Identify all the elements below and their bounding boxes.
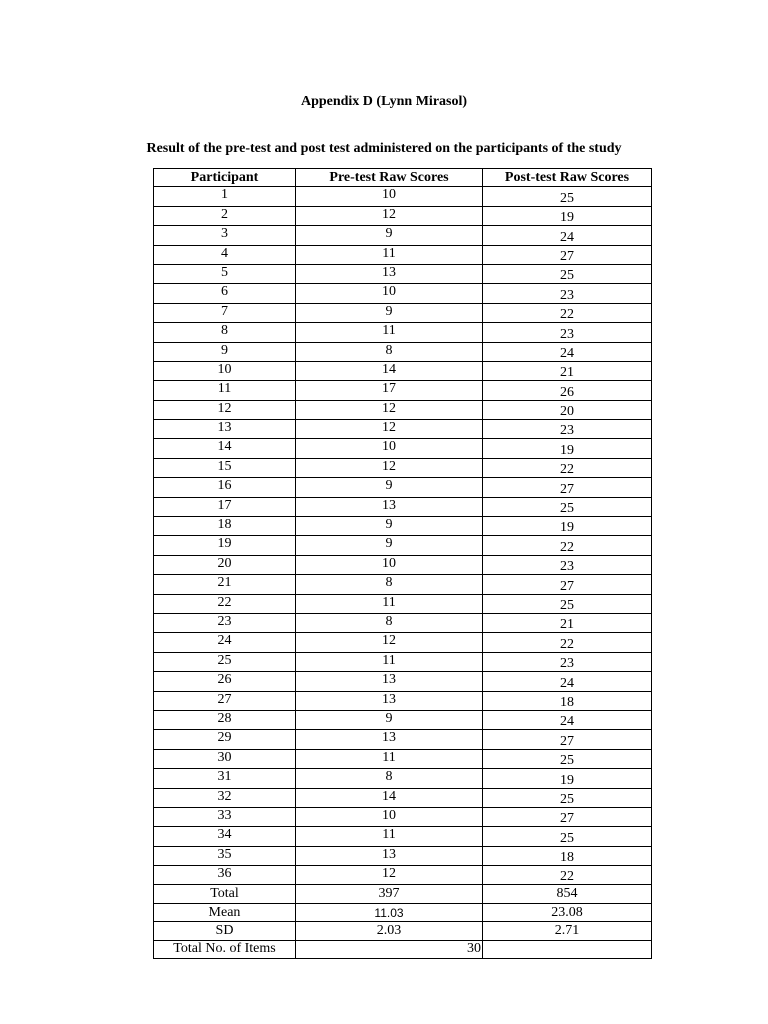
total-items-value: 30 bbox=[296, 940, 483, 958]
participant-cell: 27 bbox=[154, 691, 296, 710]
participant-cell: 33 bbox=[154, 807, 296, 826]
table-header-row bbox=[154, 169, 652, 187]
posttest-cell: 25 bbox=[483, 594, 652, 613]
mean-label: Mean bbox=[154, 903, 296, 921]
pretest-cell: 14 bbox=[296, 361, 483, 380]
participant-cell: 3 bbox=[154, 226, 296, 245]
participant-cell: 5 bbox=[154, 264, 296, 283]
pretest-cell: 11 bbox=[296, 827, 483, 846]
participant-cell: 31 bbox=[154, 769, 296, 788]
pretest-cell: 12 bbox=[296, 400, 483, 419]
total-row bbox=[154, 885, 652, 903]
total-label: Total bbox=[154, 885, 296, 903]
pretest-cell: 13 bbox=[296, 691, 483, 710]
participant-cell: 11 bbox=[154, 381, 296, 400]
sd-label: SD bbox=[154, 922, 296, 940]
pretest-cell: 10 bbox=[296, 284, 483, 303]
pretest-cell: 11 bbox=[296, 594, 483, 613]
participant-cell: 13 bbox=[154, 420, 296, 439]
pretest-cell: 13 bbox=[296, 497, 483, 516]
header-participant: Participant bbox=[154, 169, 296, 187]
pretest-cell: 12 bbox=[296, 206, 483, 225]
pretest-cell: 11 bbox=[296, 749, 483, 768]
table-row bbox=[154, 226, 652, 245]
posttest-cell: 21 bbox=[483, 613, 652, 632]
total-post: 854 bbox=[483, 885, 652, 903]
table-body bbox=[154, 187, 652, 885]
mean-post: 23.08 bbox=[483, 903, 652, 921]
participant-cell: 21 bbox=[154, 575, 296, 594]
pretest-cell: 8 bbox=[296, 613, 483, 632]
table-row bbox=[154, 245, 652, 264]
posttest-cell: 24 bbox=[483, 342, 652, 361]
sd-post: 2.71 bbox=[483, 922, 652, 940]
pretest-cell: 11 bbox=[296, 245, 483, 264]
participant-cell: 15 bbox=[154, 458, 296, 477]
table-row bbox=[154, 691, 652, 710]
table-row bbox=[154, 672, 652, 691]
sd-row bbox=[154, 922, 652, 940]
appendix-title: Appendix D (Lynn Mirasol) bbox=[300, 94, 468, 109]
posttest-cell: 25 bbox=[483, 264, 652, 283]
pretest-cell: 10 bbox=[296, 555, 483, 574]
posttest-cell: 25 bbox=[483, 788, 652, 807]
participant-cell: 29 bbox=[154, 730, 296, 749]
participant-cell: 8 bbox=[154, 323, 296, 342]
pretest-cell: 12 bbox=[296, 633, 483, 652]
table-row bbox=[154, 342, 652, 361]
posttest-cell: 24 bbox=[483, 226, 652, 245]
table-row bbox=[154, 478, 652, 497]
pretest-cell: 13 bbox=[296, 730, 483, 749]
table-row bbox=[154, 458, 652, 477]
posttest-cell: 22 bbox=[483, 536, 652, 555]
participant-cell: 28 bbox=[154, 710, 296, 729]
participant-cell: 19 bbox=[154, 536, 296, 555]
posttest-cell: 25 bbox=[483, 497, 652, 516]
posttest-cell: 24 bbox=[483, 672, 652, 691]
pretest-cell: 10 bbox=[296, 807, 483, 826]
posttest-cell: 27 bbox=[483, 245, 652, 264]
participant-cell: 36 bbox=[154, 866, 296, 885]
table-row bbox=[154, 846, 652, 865]
participant-cell: 2 bbox=[154, 206, 296, 225]
posttest-cell: 19 bbox=[483, 206, 652, 225]
table-row bbox=[154, 555, 652, 574]
pretest-cell: 12 bbox=[296, 866, 483, 885]
participant-cell: 24 bbox=[154, 633, 296, 652]
table-row bbox=[154, 264, 652, 283]
pretest-cell: 13 bbox=[296, 264, 483, 283]
pretest-cell: 10 bbox=[296, 187, 483, 206]
participant-cell: 4 bbox=[154, 245, 296, 264]
table-row bbox=[154, 187, 652, 206]
table-row bbox=[154, 769, 652, 788]
participant-cell: 34 bbox=[154, 827, 296, 846]
pretest-cell: 9 bbox=[296, 226, 483, 245]
table-row bbox=[154, 323, 652, 342]
posttest-cell: 19 bbox=[483, 517, 652, 536]
posttest-cell: 19 bbox=[483, 439, 652, 458]
header-pretest: Pre-test Raw Scores bbox=[296, 169, 483, 187]
participant-cell: 14 bbox=[154, 439, 296, 458]
total-items-row bbox=[154, 940, 652, 958]
table-row bbox=[154, 866, 652, 885]
posttest-cell: 23 bbox=[483, 323, 652, 342]
table-row bbox=[154, 400, 652, 419]
participant-cell: 6 bbox=[154, 284, 296, 303]
posttest-cell: 25 bbox=[483, 187, 652, 206]
pretest-cell: 8 bbox=[296, 342, 483, 361]
table-row bbox=[154, 710, 652, 729]
posttest-cell: 18 bbox=[483, 846, 652, 865]
table-row bbox=[154, 827, 652, 846]
table-row bbox=[154, 420, 652, 439]
pretest-cell: 11 bbox=[296, 323, 483, 342]
table-row bbox=[154, 652, 652, 671]
posttest-cell: 26 bbox=[483, 381, 652, 400]
table-row bbox=[154, 206, 652, 225]
table-row bbox=[154, 788, 652, 807]
posttest-cell: 22 bbox=[483, 633, 652, 652]
table-row bbox=[154, 613, 652, 632]
posttest-cell: 24 bbox=[483, 710, 652, 729]
participant-cell: 25 bbox=[154, 652, 296, 671]
participant-cell: 23 bbox=[154, 613, 296, 632]
pretest-cell: 9 bbox=[296, 710, 483, 729]
posttest-cell: 27 bbox=[483, 730, 652, 749]
participant-cell: 7 bbox=[154, 303, 296, 322]
posttest-cell: 22 bbox=[483, 458, 652, 477]
table-row bbox=[154, 361, 652, 380]
participant-cell: 20 bbox=[154, 555, 296, 574]
participant-cell: 30 bbox=[154, 749, 296, 768]
table-row bbox=[154, 730, 652, 749]
posttest-cell: 25 bbox=[483, 749, 652, 768]
pretest-cell: 11 bbox=[296, 652, 483, 671]
pretest-cell: 9 bbox=[296, 536, 483, 555]
total-pre: 397 bbox=[296, 885, 483, 903]
table-row bbox=[154, 497, 652, 516]
posttest-cell: 23 bbox=[483, 420, 652, 439]
posttest-cell: 20 bbox=[483, 400, 652, 419]
participant-cell: 12 bbox=[154, 400, 296, 419]
pretest-cell: 12 bbox=[296, 420, 483, 439]
posttest-cell: 21 bbox=[483, 361, 652, 380]
pretest-cell: 10 bbox=[296, 439, 483, 458]
table-row bbox=[154, 633, 652, 652]
table-row bbox=[154, 381, 652, 400]
participant-cell: 16 bbox=[154, 478, 296, 497]
table-row bbox=[154, 594, 652, 613]
table-row bbox=[154, 439, 652, 458]
pretest-cell: 8 bbox=[296, 769, 483, 788]
mean-row bbox=[154, 903, 652, 921]
table-row bbox=[154, 536, 652, 555]
posttest-cell: 27 bbox=[483, 807, 652, 826]
posttest-cell: 18 bbox=[483, 691, 652, 710]
posttest-cell: 22 bbox=[483, 866, 652, 885]
participant-cell: 9 bbox=[154, 342, 296, 361]
participant-cell: 10 bbox=[154, 361, 296, 380]
posttest-cell: 19 bbox=[483, 769, 652, 788]
pretest-cell: 9 bbox=[296, 303, 483, 322]
pretest-cell: 13 bbox=[296, 672, 483, 691]
total-items-label: Total No. of Items bbox=[154, 940, 296, 958]
posttest-cell: 23 bbox=[483, 652, 652, 671]
pretest-cell: 17 bbox=[296, 381, 483, 400]
sd-pre: 2.03 bbox=[296, 922, 483, 940]
participant-cell: 35 bbox=[154, 846, 296, 865]
participant-cell: 26 bbox=[154, 672, 296, 691]
pretest-cell: 9 bbox=[296, 478, 483, 497]
table-row bbox=[154, 517, 652, 536]
participant-cell: 1 bbox=[154, 187, 296, 206]
participant-cell: 17 bbox=[154, 497, 296, 516]
pretest-cell: 14 bbox=[296, 788, 483, 807]
mean-pre: 11.03 bbox=[296, 903, 483, 921]
table-row bbox=[154, 303, 652, 322]
posttest-cell: 27 bbox=[483, 575, 652, 594]
posttest-cell: 25 bbox=[483, 827, 652, 846]
posttest-cell: 23 bbox=[483, 555, 652, 574]
pretest-cell: 12 bbox=[296, 458, 483, 477]
posttest-cell: 22 bbox=[483, 303, 652, 322]
posttest-cell: 23 bbox=[483, 284, 652, 303]
participant-cell: 22 bbox=[154, 594, 296, 613]
table-row bbox=[154, 749, 652, 768]
pretest-cell: 8 bbox=[296, 575, 483, 594]
table-row bbox=[154, 807, 652, 826]
total-items-empty bbox=[483, 940, 652, 958]
header-posttest: Post-test Raw Scores bbox=[483, 169, 652, 187]
table-row bbox=[154, 575, 652, 594]
participant-cell: 32 bbox=[154, 788, 296, 807]
document-subtitle: Result of the pre-test and post test administered on the participants of the study bbox=[146, 141, 622, 156]
table-row bbox=[154, 284, 652, 303]
pretest-cell: 13 bbox=[296, 846, 483, 865]
participant-cell: 18 bbox=[154, 517, 296, 536]
scores-table bbox=[153, 168, 652, 959]
posttest-cell: 27 bbox=[483, 478, 652, 497]
pretest-cell: 9 bbox=[296, 517, 483, 536]
